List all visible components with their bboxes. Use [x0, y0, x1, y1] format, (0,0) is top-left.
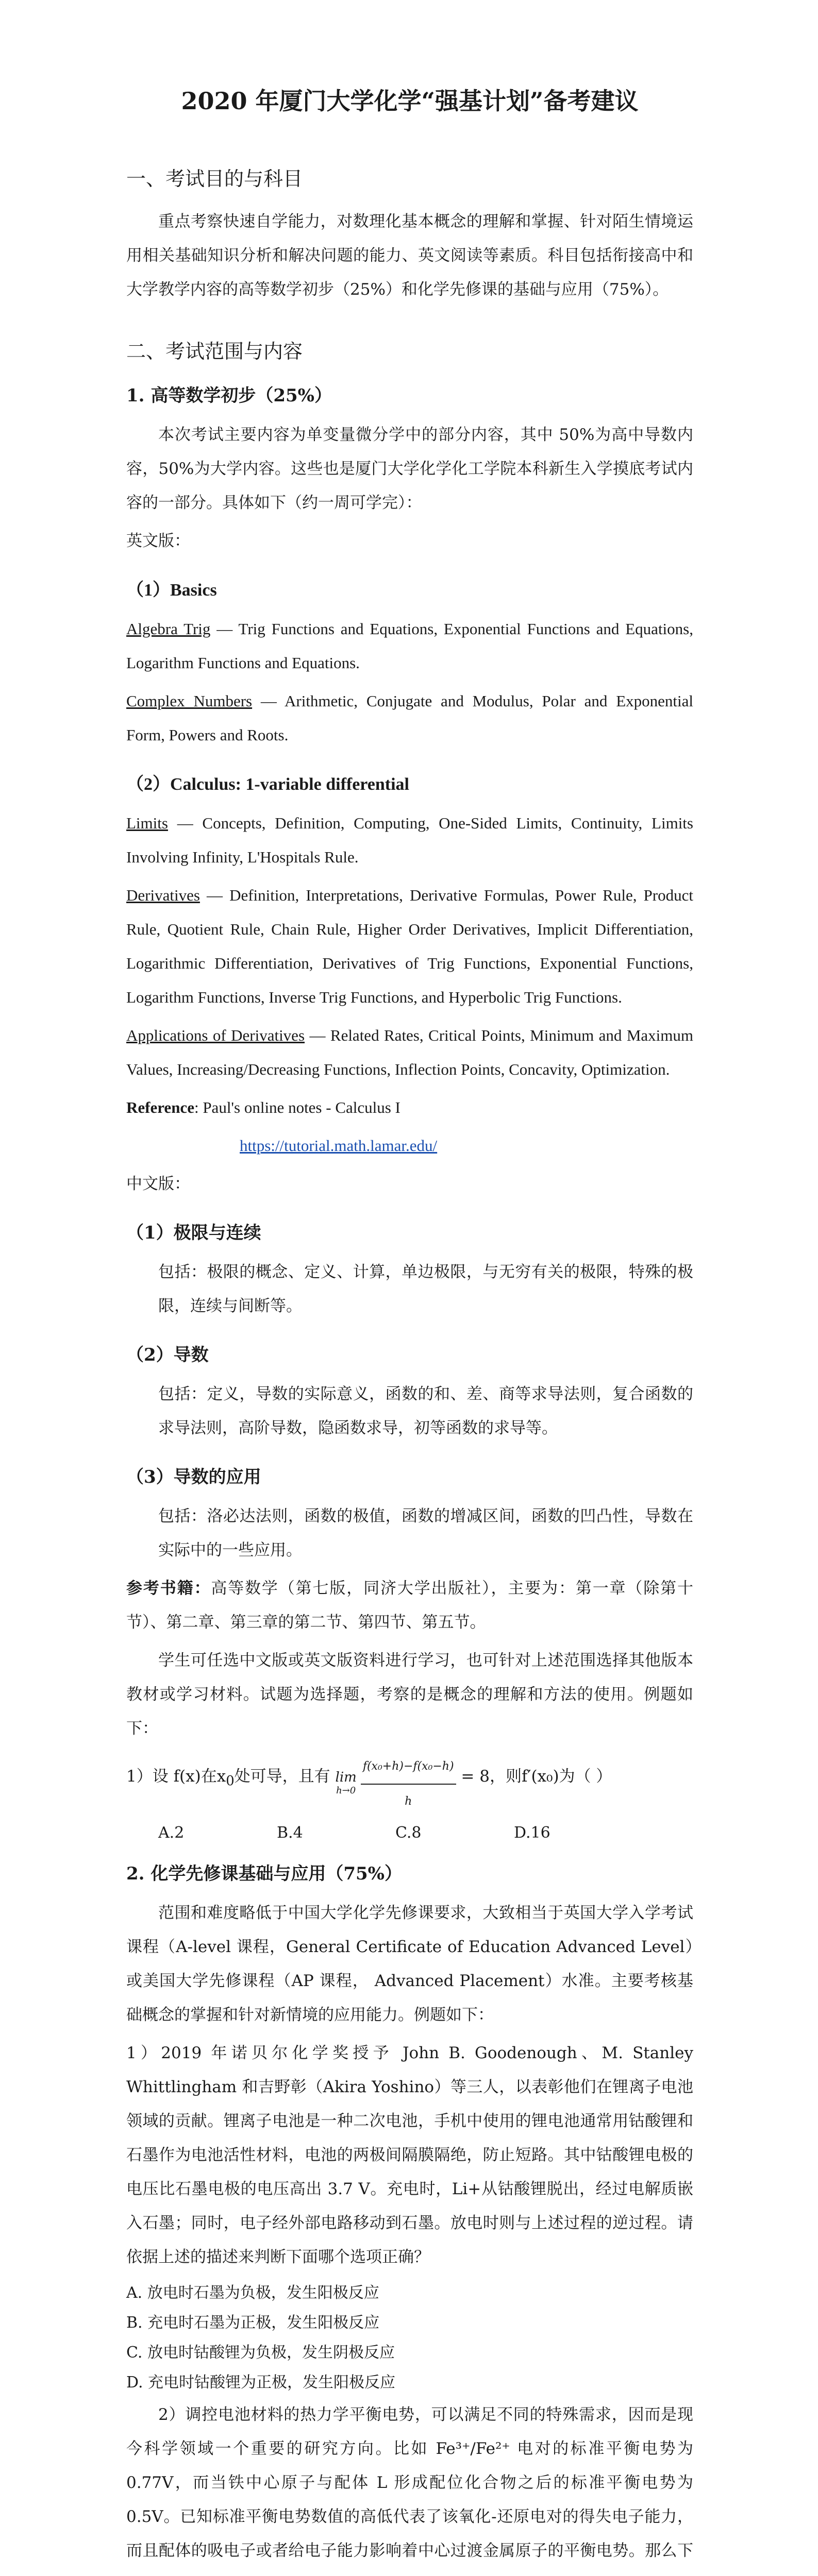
- option-b: B. 充电时石墨为正极，发生阳极反应: [126, 2314, 380, 2332]
- calculus-item: [126, 1019, 693, 1087]
- fraction-numerator: f(x₀+h)−f(x₀−h): [361, 1750, 456, 1785]
- section-1-heading: 一、考试目的与科目: [126, 167, 303, 190]
- topic-term: Algebra Trig: [126, 620, 211, 638]
- topic-text: — Arithmetic, Conjugate and Modulus, Polar and Exponential Form, Powers and Roots.: [126, 692, 693, 744]
- reference-text: : Paul's online notes - Calculus I: [194, 1098, 400, 1116]
- fraction-denominator: h: [405, 1795, 412, 1808]
- topic-term: Limits: [126, 814, 168, 832]
- cn-topic-heading: （3）导数的应用: [126, 1467, 261, 1487]
- limit-operator: [336, 1771, 357, 1798]
- calculus-heading: （2）Calculus: 1-variable differential: [126, 775, 409, 794]
- english-version-label: 英文版：: [126, 532, 190, 550]
- question-prefix: 1）设 f(x)在x: [126, 1767, 226, 1786]
- chemistry-question-1: 1）2019 年诺贝尔化学奖授予 John B. Goodenough、M. Stanley Whittlingham 和吉野彰（Akira Yoshino）等三人，以表彰他们在锂离子电池领域的贡献。锂离子电池是一种二次电池，手机中使用的锂电池通常用钴酸锂和石墨作为电池活性材料，电池的两极间隔膜隔绝，防止短路。其中钴酸锂电极的电压比石墨电极的电压高出 3.7 V。充电时，Li+从钴酸锂脱出，经过电解质嵌入石墨；同时，电子经外部电路移动到石墨。放电时则与上述过程的逆过程。请依据上述的描述来判断下面哪个选项正确？: [126, 2044, 693, 2266]
- reference-books-label: 参考书籍：: [126, 1579, 211, 1598]
- calculus-item: [126, 878, 693, 1014]
- math-question-options: [158, 1824, 693, 1842]
- option-d: D.16: [514, 1824, 550, 1842]
- option-c: C. 放电时钴酸锂为负极，发生阴极反应: [126, 2344, 395, 2362]
- basics-item: [126, 684, 693, 752]
- calculus-item: [126, 806, 693, 874]
- topic-text: — Related Rates, Critical Points, Minimum and Maximum Values, Increasing/Decreasing Functions, Inflection Points, Concavity, Optimization.: [126, 1026, 693, 1078]
- section-2-heading: 二、考试范围与内容: [126, 340, 303, 363]
- option-d: D. 充电时钴酸锂为正极，发生阳极反应: [126, 2374, 396, 2392]
- math-intro-paragraph: 本次考试主要内容为单变量微分学中的部分内容，其中 50%为高中导数内容，50%为大学内容。这些也是厦门大学化学化工学院本科新生入学摸底考试内容的一部分。具体如下（约一周可学完）：: [126, 426, 693, 512]
- basics-item: [126, 612, 693, 680]
- basics-heading: （1）Basics: [126, 581, 217, 600]
- limit-fraction: [361, 1750, 456, 1819]
- study-advice-paragraph: 学生可任选中文版或英文版资料进行学习，也可针对上述范围选择其他版本教材或学习材料。试题为选择题，考察的是概念的理解和方法的使用。例题如下：: [126, 1651, 693, 1738]
- option-b: B.4: [277, 1824, 303, 1842]
- topic-term: Complex Numbers: [126, 692, 253, 710]
- cn-topic-text: 包括：洛必达法则，函数的极值，函数的增减区间，函数的凹凸性，导数在实际中的一些应用。: [158, 1507, 693, 1560]
- question-equation: = 8，则f′(x₀)为（ ）: [461, 1767, 612, 1786]
- option-a: A.2: [158, 1824, 185, 1842]
- topic-text: — Concepts, Definition, Computing, One-Sided Limits, Continuity, Limits Involving Infinity, L'Hospitals Rule.: [126, 814, 693, 866]
- reference-link-line: [126, 1129, 693, 1163]
- reference-label: Reference: [126, 1098, 194, 1116]
- option-c: C.8: [395, 1824, 422, 1842]
- cn-topic-text: 包括：定义，导数的实际意义，函数的和、差、商等求导法则，复合函数的求导法则，高阶导数，隐函数求导，初等函数的求导等。: [158, 1385, 693, 1437]
- topic-term: Applications of Derivatives: [126, 1026, 305, 1044]
- limit-subscript: h→0: [336, 1785, 356, 1796]
- math-example-question: [126, 1750, 693, 1819]
- topic-term: Derivatives: [126, 886, 200, 904]
- document-content: [126, 62, 693, 2576]
- option-a: A. 放电时石墨为负极，发生阳极反应: [126, 2284, 379, 2302]
- subsection-math-heading: 1. 高等数学初步（25%）: [126, 385, 332, 406]
- chinese-version-label: 中文版：: [126, 1175, 190, 1193]
- cn-topic-text: 包括：极限的概念、定义、计算，单边极限，与无穷有关的极限，特殊的极限，连续与间断等。: [158, 1263, 693, 1315]
- limit-symbol: lim: [335, 1770, 357, 1785]
- chemistry-question-2: 2）调控电池材料的热力学平衡电势，可以满足不同的特殊需求，因而是现今科学领域一个重要的研究方向。比如 Fe³⁺/Fe²⁺ 电对的标准平衡电势为 0.77V，而当铁中心原子与配体 L 形成配位化合物之后的标准平衡电势为 0.5V。已知标准平衡电势数值的高低代表了该氧化-还原电对的得失电子能力，而且配体的吸电子或者给电子能力影响着中心过渡金属原子的平衡电势。那么下: [126, 2405, 693, 2560]
- reference-books: [126, 1571, 693, 1639]
- topic-text: — Trig Functions and Equations, Exponential Functions and Equations, Logarithm Functions and Equations.: [126, 620, 693, 672]
- section-1-paragraph: 重点考察快速自学能力，对数理化基本概念的理解和掌握、针对陌生情境运用相关基础知识分析和解决问题的能力、英文阅读等素质。科目包括衔接高中和大学教学内容的高等数学初步（25%）和化学先修课的基础与应用（75%）。: [126, 212, 693, 299]
- reference-link[interactable]: https://tutorial.math.lamar.edu/: [240, 1137, 438, 1155]
- chemistry-intro-paragraph: 范围和难度略低于中国大学化学先修课要求，大致相当于英国大学入学考试课程（A-level 课程，General Certificate of Education Advanced Level）或美国大学先修课程（AP 课程， Advanced Placement）水准。主要考核基础概念的掌握和针对新情境的应用能力。例题如下：: [126, 1904, 693, 2024]
- subsection-chemistry-heading: 2. 化学先修课基础与应用（75%）: [126, 1863, 402, 1884]
- cn-topic-heading: （1）极限与连续: [126, 1223, 261, 1243]
- question-mid: 处可导，且有: [234, 1767, 330, 1786]
- question-subscript: 0: [226, 1773, 235, 1789]
- document-title: 2020 年厦门大学化学“强基计划”备考建议: [181, 87, 639, 115]
- cn-topic-heading: （2）导数: [126, 1345, 209, 1365]
- reference-line: [126, 1091, 693, 1125]
- topic-text: — Definition, Interpretations, Derivative Formulas, Power Rule, Product Rule, Quotient Rule, Chain Rule, Higher Order Derivatives, Implicit Differentiation, Logarithmic Differentiation, Derivatives of Trig Functions, Exponential Functions, Logarithm Functions, Inverse Trig Functions, and Hyperbolic Trig Functions.: [126, 886, 693, 1006]
- limit-formula: [336, 1750, 456, 1819]
- reference-books-text: 高等数学（第七版，同济大学出版社），主要为：第一章（除第十节）、第二章、第三章的第二节、第四节、第五节。: [126, 1579, 694, 1632]
